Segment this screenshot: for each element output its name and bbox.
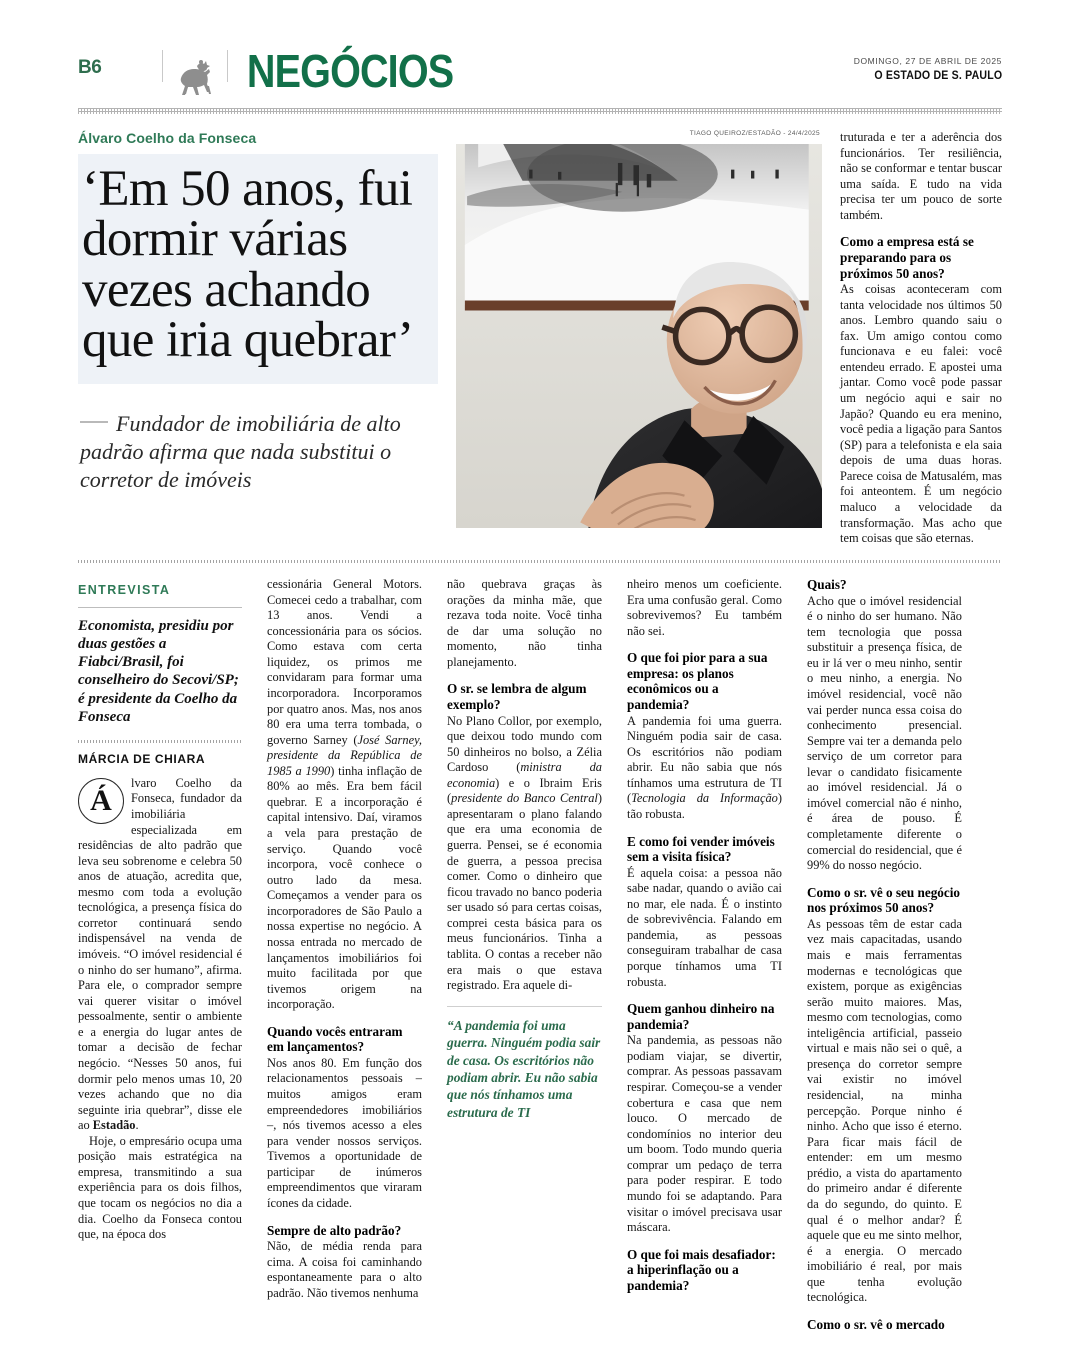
question-heading: Sempre de alto padrão?: [267, 1222, 402, 1238]
rail-body-text: [840, 130, 1002, 547]
italic-note: ministra da economia: [447, 760, 602, 790]
page-folio: B6: [78, 57, 102, 78]
issue-date: DOMINGO, 27 DE ABRIL DE 2025: [853, 56, 1002, 66]
paragraph: As coisas aconteceram com tanta velocidade nos últimos 50 anos. Lembro quando saiu o fax. Um amigo contou como funcionava e eu falei: você entendeu errado. E apostei uma jantar. Como você pode passar um negócio aqui e sair no Japão? Quando eu era menino, você pedia a ligação para Santos (SP) para a telefonista e ela saia depois de uma duas horas. Parece coisa de Matusalém, mas foi anteontem. É um negócio maluco a velocidade da transformação. Mas acho que tem coisas que são eternas.: [840, 282, 1002, 546]
section-dotted-rule: [78, 560, 1002, 563]
italic-note: presidente do Banco Central: [451, 791, 598, 806]
pull-quote: “A pandemia foi uma guerra. Ninguém podia sair de casa. Os escritórios não podiam abrir. Eu não sabia que nós tínhamos uma estrutura de TI: [447, 1006, 602, 1122]
masthead-meta: [854, 48, 1002, 82]
paragraph: [627, 714, 782, 823]
question-heading: Quem ganhou dinheiro na pandemia?: [627, 1001, 775, 1032]
paragraph: Nos anos 80. Em função dos relacionamentos pessoais – muitos amigos eram empreendedores imobiliários –, nós tivemos acesso a eles para vender nossos serviços. Tivemos a oportunidade de participar de inúmeros empreendimentos que viraram ícones da cidade.: [267, 1055, 422, 1210]
interviewee-bio: Economista, presidiu por duas gestões a Fiabci/Brasil, foi conselheiro do Secovi/SP; é presidente da Coelho da Fonseca: [78, 618, 239, 725]
question-heading: Quando vocês entraram em lançamentos?: [267, 1023, 403, 1055]
question-heading: Como o sr. vê o mercado: [807, 1316, 945, 1332]
question-heading: Como a empresa está se preparando para os próximos 50 anos?: [840, 234, 974, 281]
entrevista-label: ENTREVISTA: [78, 583, 171, 597]
paragraph: Hoje, o empresário ocupa uma posição mais estratégica na empresa, transmitindo a sua experiência para os dois filhos, que tocam os negócios no dia a dia. Coelho da Fonseca contou que, na época dos: [78, 1133, 242, 1242]
masthead-dotted-rule: [78, 108, 1002, 114]
paragraph: É aquela coisa: a pessoa não sabe nadar, quando o avião cai no mar, ele nada. É o instinto de sobrevivência. Falando em pandemia, as pessoas conseguiram trabalhar de casa porque tínhamos uma TI robusta.: [627, 865, 782, 989]
paragraph: [267, 577, 422, 1013]
masthead: [78, 0, 1002, 97]
lede-body: [78, 776, 242, 1243]
section-title: NEGÓCIOS: [246, 45, 454, 97]
paragraph: [78, 776, 242, 1134]
paragraph: Não, de média renda para cima. A coisa foi caminhando espontaneamente para o alto padrão. Não tivemos nenhuma: [267, 1239, 422, 1300]
article-grid: [78, 577, 1002, 1334]
paragraph: não quebrava graças às orações da minha mãe, que rezava toda noite. Você tinha de dar uma solução no momento, não tinha planejamento.: [447, 577, 602, 669]
article-column-3: [438, 577, 618, 1334]
question-heading: O que foi pior para a sua empresa: os planos econômicos ou a pandemia?: [627, 650, 768, 712]
question-heading: O sr. se lembra de algum exemplo?: [447, 681, 587, 712]
paragraph-text: ) tão robusta.: [627, 791, 782, 821]
question-heading: Como o sr. vê o seu negócio nos próximos 50 anos?: [807, 884, 960, 916]
question-heading: Quais?: [807, 577, 847, 592]
author-byline: MÁRCIA DE CHIARA: [78, 751, 206, 766]
article-column-2: [258, 577, 438, 1334]
drop-cap: Á: [78, 778, 124, 824]
paragraph-text: ) apresentaram o plano falando que era uma economia de guerra. Pensei, se é economia de guerra, a pessoa precisa comer. Como o dinheiro que ficou travado no banco poderia ser usado só para certas coisas, comprei cesta básica para os meus funcionários. Tinha a tablita. O contas a receber não era mais o que estava registrado. Era aquele di-: [447, 791, 602, 993]
paragraph-text: No Plano Collor, por exemplo, que deixou todo mundo com 50 dinheiros no bolso, a Zélia Cardoso (: [447, 713, 602, 775]
headline-deck: [78, 410, 438, 494]
italic-note: Tecnologia da Informação: [631, 791, 778, 806]
question-heading: E como foi vender imóveis sem a visita física?: [627, 833, 775, 865]
paragraph: Acho que o imóvel residencial é o ninho do ser humano. Não tem tecnologia que possa substituir a presença física, de eu ir lá ver o meu ninho, sentir o meu ninho, a energia. No imóvel residencial, você não vai perder nunca essa coisa do conhecimento presencial. Sempre vai ter a demanda pelo serviço de um corretor para levar o candidato fisicamente ao imóvel residencial. Já o imóvel comercial não é ninho, é área de pouso. É completamente diferente o comercial do residencial, que é 99% do nosso negócio.: [807, 593, 962, 873]
photo-column: [438, 130, 822, 540]
paragraph: Na pandemia, as pessoas não podiam viajar, se divertir, comprar. As pessoas passavam respirar. Começou-se a vender cobertura e casa que nem louco. O mercado de condomínios no interior deu um boom. Todo mundo queria comprar um pedaço de terra para poder respirar. E todo mundo foi se adaptando. Para visitar o imóvel precisava usar máscara.: [627, 1033, 782, 1235]
lede-end: .: [135, 1118, 139, 1133]
horse-rider-crest-icon: [163, 48, 227, 104]
paragraph: nheiro menos um coeficiente. Era uma confusão geral. Como sobrevivemos? Eu também não sei.: [627, 577, 782, 638]
headline-column: [78, 130, 438, 540]
top-block: [78, 130, 1002, 546]
deck-dash-icon: [80, 421, 108, 423]
headline-kicker: Álvaro Coelho da Fonseca: [78, 130, 257, 146]
paragraph-text: A pandemia foi uma guerra. Ninguém podia sair de casa. Os escritórios não podiam abrir. Eu não sabia que nós tínhamos uma estrutura de TI (: [627, 713, 782, 806]
paragraph: As pessoas têm de estar cada vez mais capacitadas, usando mais e mais ferramentas modernas e tecnológicas que existem, porque as exigências serão muito maiores. Mas, mesmo com tecnologias, como inteligência artificial, passeio virtual e mais não sei o quê, a presença do corretor sempre vai existir no imóvel residencial, na minha percepção. Porque ninho é ninho. Acho que isso é eterno. Para ficar mais fácil de entender: em um mesmo prédio, a vista do apartamento do primeiro andar é diferente da do segundo, do quinto. E qual é o melhor andar? É aquele que eu me sinto melhor, é a energia. O mercado imobiliário é real, por mais que tenha evolução tecnológica.: [807, 916, 962, 1305]
rail-column-top: [822, 130, 1002, 546]
lede-bold: Estadão: [92, 1118, 136, 1133]
deck-text: Fundador de imobiliária de alto padrão afirma que nada substitui o corretor de imóveis: [80, 410, 401, 493]
portrait-photo: [456, 144, 822, 528]
lede-text: lvaro Coelho da Fonseca, fundador da imobiliária especializada em residências de alto padrão que leva seu sobrenome e celebra 50 anos de atuação, acredita que, mesmo com toda a evolução tecnológica, a presença física do corretor continuará sendo indispensável na venda de imóveis. “O imóvel residencial é o ninho do ser humano”, afirma. Para ele, o comprador sempre vai querer visitar o imóvel pessoalmente, sentir o ambiente e a energia do lugar antes de tomar a decisão de fechar negócio. “Nesses 50 anos, fui dormir pelo menos umas 10, 20 vezes achando que no dia seguinte iria quebrar”, disse ele ao: [78, 775, 242, 1133]
paragraph-text: cessionária General Motors. Comecei cedo a trabalhar, com 13 anos. Vendi a concessionária para os sócios. Como estava com certa liquidez, os primos me convidaram para formar uma incorporadora. Incorporamos por quatro anos. Mas, nos anos 80 era uma terra tombada, o governo Sarney (: [267, 577, 422, 747]
byline-dotted-rule: [78, 740, 242, 743]
article-column-4: [618, 577, 798, 1334]
paragraph-text: ) e o Ibraim Eris (: [447, 775, 602, 806]
paragraph-text: ) tinha inflação de 80% ao mês. Era bem fácil quebrar. E a incorporação é capital intensivo. Daí, viramos a vela para prestação de serviço. Quando você incorpora, você conhece o outro lado da mesa. Começamos a vender para os incorporadores de São Paulo a nossa expertise no negócio. A nossa entrada no mercado de lançamentos imobiliários foi muito facilitada por que tivemos origem na incorporação.: [267, 763, 423, 1012]
italic-note: José Sarney, presidente da República de 1985 a 1990: [267, 732, 422, 778]
paragraph: truturada e ter a aderência dos funcionários. Ter resiliência, não se conformar e tentar buscar uma saída. E tudo na vida precisa ter um pouco de sorte também.: [840, 130, 1002, 222]
divider: [78, 607, 242, 608]
publication-name: O ESTADO DE S. PAULO: [874, 70, 1002, 82]
question-heading: O que foi mais desafiador: a hiperinflação ou a pandemia?: [627, 1246, 776, 1293]
article-column-1: [78, 577, 258, 1334]
page-title: ‘Em 50 anos, fui dormir várias vezes achando que iria quebrar’: [82, 161, 414, 369]
photo-credit: TIAGO QUEIROZ/ESTADÃO - 24/4/2025: [689, 130, 820, 137]
headline-box: [78, 154, 438, 384]
article-column-5: [798, 577, 978, 1334]
paragraph: [447, 714, 602, 994]
